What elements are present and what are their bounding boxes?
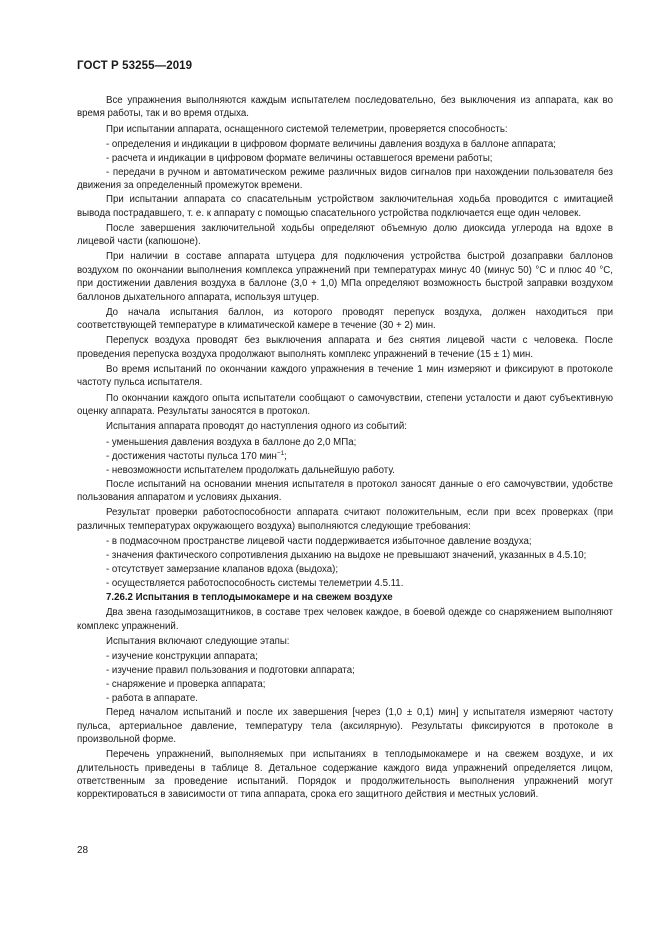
standard-header: ГОСТ Р 53255—2019 xyxy=(77,60,193,72)
paragraph-text: Испытания включают следующие этапы: xyxy=(106,635,290,647)
paragraph-text: - определения и индикации в цифровом формате величины давления воздуха в баллоне аппарата; xyxy=(106,138,556,150)
paragraph-text: Результат проверки работоспособности аппарата считают положительным, если при всех проверках (при различных температурах окружающего воздуха) выполняются следующие требования: xyxy=(77,507,613,532)
list-item xyxy=(77,577,613,590)
paragraph-text: 7.26.2 Испытания в теплодымокамере и на свежем воздухе xyxy=(106,592,393,604)
paragraph-text: - достижения частоты пульса 170 мин xyxy=(106,450,277,462)
paragraph-text: Перечень упражнений, выполняемых при испытаниях в теплодымокамере и на свежем воздухе, и их длительность приведены в таблице 8. Детальное содержание каждого вида упражнений определяется лицом, ответственным за проведение испытаний. Порядок и продолжительность выполнения упражнений могут корректироваться в зависимости от типа аппарата, срока его защитного действия и местных условий. xyxy=(77,749,613,801)
paragraph xyxy=(77,478,613,505)
paragraph-text: - изучение правил пользования и подготовки аппарата; xyxy=(106,665,355,677)
paragraph-text: Перед началом испытаний и после их завершения [через (1,0 ± 0,1) мин] у испытателя измеряют частоту пульса, артериальное давление, температуру тела (аксилярную). Результаты фиксируются в протоколе в произвольной форме. xyxy=(77,707,613,745)
paragraph xyxy=(77,748,613,802)
paragraph-text: Испытания аппарата проводят до наступления одного из событий: xyxy=(106,421,407,433)
list-item xyxy=(77,692,613,705)
paragraph-text: - в подмасочном пространстве лицевой части поддерживается избыточное давление воздуха; xyxy=(106,535,532,547)
paragraph-text: После испытаний на основании мнения испытателя в протокол заносят данные о его самочувствии, удобстве пользования аппаратом и условиях дыхания. xyxy=(77,478,613,503)
paragraph-text: - уменьшения давления воздуха в баллоне до 2,0 МПа; xyxy=(106,436,357,448)
list-item xyxy=(77,535,613,548)
paragraph xyxy=(77,392,613,419)
paragraph xyxy=(77,250,613,304)
list-item xyxy=(77,166,613,193)
paragraph-text: - передачи в ручном и автоматическом режиме различных видов сигналов при нахождении пользователя без движения за определенный промежуток времени. xyxy=(77,166,613,192)
paragraph xyxy=(77,334,613,361)
paragraph-text: - работа в аппарате. xyxy=(106,693,198,705)
paragraph-text: При наличии в составе аппарата штуцера для подключения устройства быстрой дозаправки баллонов воздухом по окончании выполнения комплекса упражнений при температурах минус 40 (минус 50) °С и плюс 40 °С, при достижении давления воздуха в баллоне (3,0 + 1,0) МПа определяют возможность быстрой заправки воздухом баллонов дыхательного аппарата, используя штуцер. xyxy=(77,251,613,303)
superscript: −1 xyxy=(276,449,285,457)
paragraph-text: Во время испытаний по окончании каждого упражнения в течение 1 мин измеряют и фиксируют в протоколе частоту пульса испытателя. xyxy=(77,364,613,389)
list-item xyxy=(77,549,613,562)
section-heading xyxy=(77,591,613,604)
paragraph-text: До начала испытания баллон, из которого проводят перепуск воздуха, должен находиться при соответствующей температуре в климатической камере в течение (30 + 2) мин. xyxy=(77,306,613,332)
list-item xyxy=(77,650,613,663)
paragraph-text: При испытании аппарата со спасательным устройством заключительная ходьба проводится с имитацией вывода пострадавшего, т. е. к аппарату с помощью спасательного устройства подключается еще один человек. xyxy=(77,194,613,219)
paragraph-text: - снаряжение и проверка аппарата; xyxy=(106,679,266,691)
list-item xyxy=(77,563,613,576)
paragraph-text: После завершения заключительной ходьбы определяют объемную долю диоксида углерода на вдохе в лицевой части (капюшоне). xyxy=(77,222,613,248)
list-item xyxy=(77,152,613,165)
paragraph xyxy=(77,506,613,533)
paragraph-text: - расчета и индикации в цифровом формате величины оставшегося времени работы; xyxy=(106,152,493,164)
paragraph-text: Все упражнения выполняются каждым испытателем последовательно, без выключения из аппарата, как во время работы, так и во время отдыха. xyxy=(77,95,613,120)
paragraph-text: Перепуск воздуха проводят без выключения аппарата и без снятия лицевой части с человека. После проведения перепуска воздуха продолжают выполнять комплекс упражнений в течение (15 ± 1) мин. xyxy=(77,335,613,360)
paragraph xyxy=(77,363,613,390)
list-item xyxy=(77,436,613,449)
list-item xyxy=(77,464,613,477)
paragraph xyxy=(77,94,613,121)
paragraph xyxy=(77,706,613,746)
paragraph-text: - изучение конструкции аппарата; xyxy=(106,651,258,663)
paragraph-text: При испытании аппарата, оснащенного системой телеметрии, проверяется способность: xyxy=(106,123,508,135)
paragraph-text: По окончании каждого опыта испытатели сообщают о самочувствии, степени усталости и дают субъективную оценку аппарата. Результаты заносятся в протокол. xyxy=(77,392,613,418)
paragraph xyxy=(77,635,613,648)
list-item xyxy=(77,664,613,677)
list-item xyxy=(77,138,613,151)
paragraph xyxy=(77,306,613,333)
list-item xyxy=(77,450,613,463)
paragraph-text: - осуществляется работоспособность системы телеметрии 4.5.11. xyxy=(106,577,404,589)
paragraph xyxy=(77,606,613,633)
page-number: 28 xyxy=(77,845,89,856)
paragraph xyxy=(77,222,613,249)
paragraph-text: - значения фактического сопротивления дыханию на выдохе не превышают значений, указанных в 4.5.10; xyxy=(106,549,587,561)
paragraph-text: - отсутствует замерзание клапанов вдоха (выдоха); xyxy=(106,563,339,575)
list-item xyxy=(77,678,613,691)
paragraph xyxy=(77,420,613,433)
paragraph-tail: ; xyxy=(284,450,287,462)
document-body xyxy=(77,94,613,804)
paragraph-text: - невозможности испытателем продолжать дальнейшую работу. xyxy=(106,464,395,476)
paragraph xyxy=(77,193,613,220)
paragraph-text: Два звена газодымозащитников, в составе трех человек каждое, в боевой одежде со снаряжением выполняют комплекс упражнений. xyxy=(77,607,613,632)
paragraph xyxy=(77,123,613,136)
